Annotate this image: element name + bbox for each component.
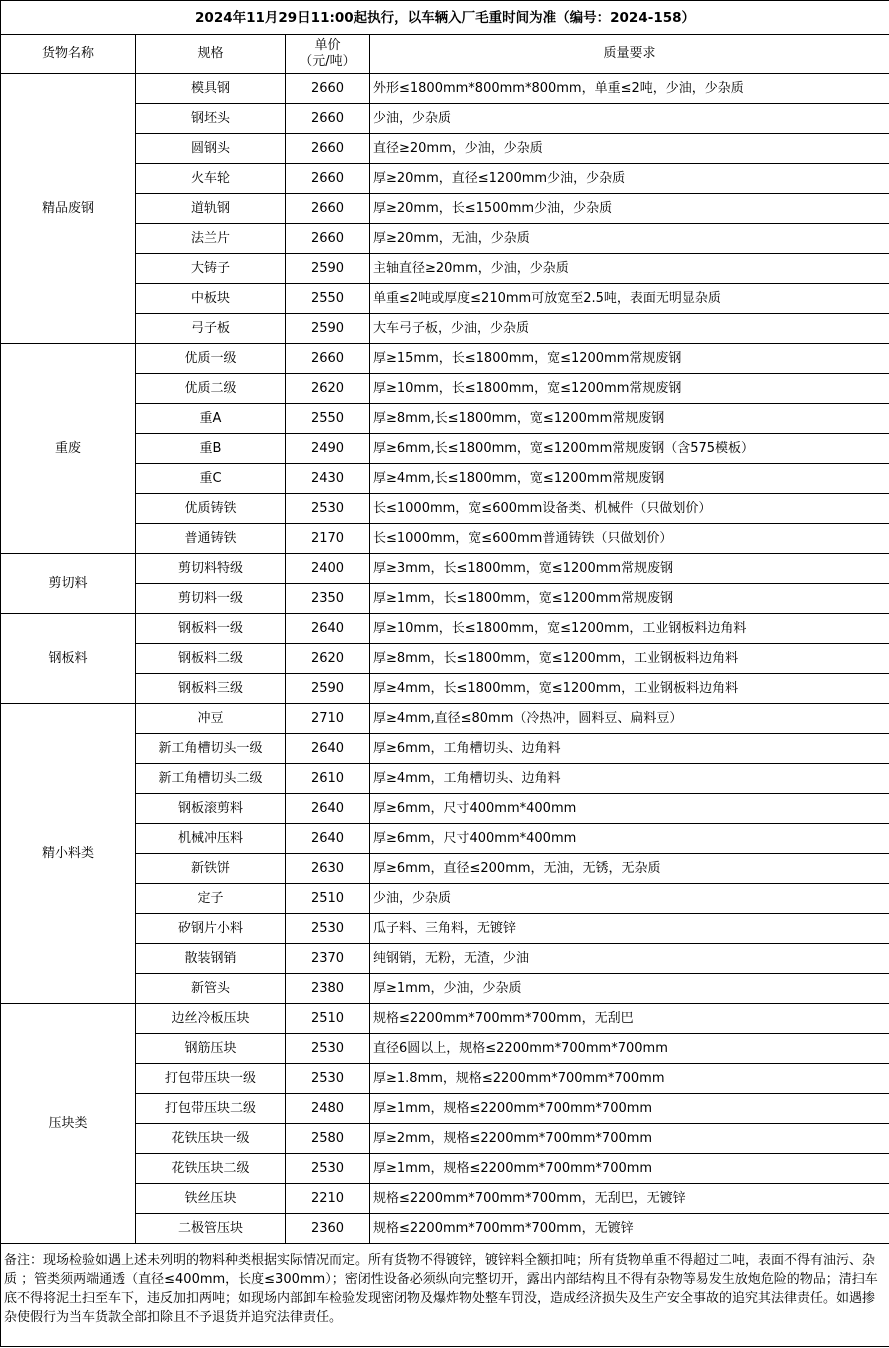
requirement-cell: 厚≥6mm，工角槽切头、边角料 <box>370 734 889 764</box>
requirement-cell: 规格≤2200mm*700mm*700mm，无刮巴 <box>370 1004 889 1034</box>
spec-cell: 花铁压块一级 <box>136 1124 286 1154</box>
price-cell: 2580 <box>286 1124 370 1154</box>
category-cell: 压块类 <box>1 1004 136 1244</box>
price-cell: 2710 <box>286 704 370 734</box>
requirement-cell: 长≤1000mm，宽≤600mm设备类、机械件（只做划价） <box>370 494 889 524</box>
price-cell: 2490 <box>286 434 370 464</box>
requirement-cell: 纯钢销，无粉，无渣，少油 <box>370 944 889 974</box>
category-cell: 精小料类 <box>1 704 136 1004</box>
price-cell: 2400 <box>286 554 370 584</box>
spec-cell: 花铁压块二级 <box>136 1154 286 1184</box>
spec-cell: 模具钢 <box>136 74 286 104</box>
price-cell: 2660 <box>286 194 370 224</box>
spec-cell: 打包带压块一级 <box>136 1064 286 1094</box>
price-cell: 2480 <box>286 1094 370 1124</box>
price-cell: 2590 <box>286 254 370 284</box>
price-cell: 2640 <box>286 614 370 644</box>
category-cell: 钢板料 <box>1 614 136 704</box>
price-cell: 2170 <box>286 524 370 554</box>
requirement-cell: 厚≥10mm，长≤1800mm，宽≤1200mm，工业钢板料边角料 <box>370 614 889 644</box>
requirement-cell: 厚≥8mm,长≤1800mm，宽≤1200mm常规废钢 <box>370 404 889 434</box>
requirement-cell: 厚≥20mm，直径≤1200mm少油，少杂质 <box>370 164 889 194</box>
spec-cell: 钢板滚剪料 <box>136 794 286 824</box>
price-cell: 2590 <box>286 314 370 344</box>
spec-cell: 钢板料二级 <box>136 644 286 674</box>
spec-cell: 新铁饼 <box>136 854 286 884</box>
spec-cell: 定子 <box>136 884 286 914</box>
header-name: 货物名称 <box>1 35 136 74</box>
header-price-line1: 单价 <box>314 38 341 53</box>
spec-cell: 机械冲压料 <box>136 824 286 854</box>
price-cell: 2510 <box>286 1004 370 1034</box>
spec-cell: 矽钢片小料 <box>136 914 286 944</box>
spec-cell: 钢坯头 <box>136 104 286 134</box>
spec-cell: 冲豆 <box>136 704 286 734</box>
spec-cell: 剪切料一级 <box>136 584 286 614</box>
spec-cell: 钢筋压块 <box>136 1034 286 1064</box>
requirement-cell: 规格≤2200mm*700mm*700mm，无刮巴，无镀锌 <box>370 1184 889 1214</box>
spec-cell: 普通铸铁 <box>136 524 286 554</box>
price-cell: 2550 <box>286 284 370 314</box>
requirement-cell: 厚≥4mm，长≤1800mm，宽≤1200mm，工业钢板料边角料 <box>370 674 889 704</box>
header-requirement: 质量要求 <box>370 35 889 74</box>
spec-cell: 新管头 <box>136 974 286 1004</box>
spec-cell: 大铸子 <box>136 254 286 284</box>
requirement-cell: 少油，少杂质 <box>370 884 889 914</box>
price-cell: 2550 <box>286 404 370 434</box>
price-cell: 2620 <box>286 644 370 674</box>
header-spec: 规格 <box>136 35 286 74</box>
table-row <box>1 704 889 734</box>
remarks-note: 备注：现场检验如遇上述未列明的物料种类根据实际情况而定。所有货物不得镀锌，镀锌料全额扣吨；所有货物单重不得超过二吨，表面不得有油污、杂质 ；管类须两端通透（直径≤400mm，长度≤300mm）；密闭性设备必须纵向完整切开，露出内部结构且不得有杂物等易发生放炮危险的物品；清扫车底不得将泥土扫至车下，违反加扣两吨；如现场内部卸车检验发现密闭物及爆炸物处整车罚没，造成经济损失及生产安全事故的追究其法律责任。如遇掺杂使假行为当车货款全部扣除且不予退货并追究法律责任。 <box>1 1244 889 1347</box>
price-cell: 2590 <box>286 674 370 704</box>
table-row <box>1 1004 889 1034</box>
requirement-cell: 直径≥20mm，少油，少杂质 <box>370 134 889 164</box>
requirement-cell: 少油，少杂质 <box>370 104 889 134</box>
spec-cell: 重C <box>136 464 286 494</box>
price-cell: 2350 <box>286 584 370 614</box>
title-row <box>1 1 889 35</box>
price-cell: 2640 <box>286 824 370 854</box>
requirement-cell: 厚≥1mm，少油，少杂质 <box>370 974 889 1004</box>
price-cell: 2660 <box>286 104 370 134</box>
requirement-cell: 厚≥20mm，无油，少杂质 <box>370 224 889 254</box>
price-cell: 2660 <box>286 164 370 194</box>
header-price <box>286 35 370 74</box>
price-cell: 2640 <box>286 794 370 824</box>
price-cell: 2370 <box>286 944 370 974</box>
spec-cell: 法兰片 <box>136 224 286 254</box>
spec-cell: 钢板料三级 <box>136 674 286 704</box>
requirement-cell: 厚≥2mm，规格≤2200mm*700mm*700mm <box>370 1124 889 1154</box>
spec-cell: 新工角槽切头二级 <box>136 764 286 794</box>
price-cell: 2620 <box>286 374 370 404</box>
requirement-cell: 厚≥1mm，规格≤2200mm*700mm*700mm <box>370 1094 889 1124</box>
spec-cell: 散装钢销 <box>136 944 286 974</box>
table-row <box>1 554 889 584</box>
requirement-cell: 厚≥1mm，规格≤2200mm*700mm*700mm <box>370 1154 889 1184</box>
price-cell: 2210 <box>286 1184 370 1214</box>
header-row <box>1 35 889 74</box>
requirement-cell: 厚≥10mm，长≤1800mm，宽≤1200mm常规废钢 <box>370 374 889 404</box>
category-cell: 重废 <box>1 344 136 554</box>
table-row <box>1 74 889 104</box>
requirement-cell: 厚≥4mm,直径≤80mm（冷热冲，圆料豆、扁料豆） <box>370 704 889 734</box>
spec-cell: 火车轮 <box>136 164 286 194</box>
requirement-cell: 厚≥4mm,长≤1800mm，宽≤1200mm常规废钢 <box>370 464 889 494</box>
spec-cell: 圆钢头 <box>136 134 286 164</box>
spec-cell: 弓子板 <box>136 314 286 344</box>
table-row <box>1 614 889 644</box>
spec-cell: 道轨钢 <box>136 194 286 224</box>
requirement-cell: 瓜子料、三角料，无镀锌 <box>370 914 889 944</box>
requirement-cell: 厚≥15mm，长≤1800mm，宽≤1200mm常规废钢 <box>370 344 889 374</box>
price-cell: 2640 <box>286 734 370 764</box>
spec-cell: 优质二级 <box>136 374 286 404</box>
requirement-cell: 厚≥6mm，直径≤200mm，无油，无锈，无杂质 <box>370 854 889 884</box>
spec-cell: 二极管压块 <box>136 1214 286 1244</box>
spec-cell: 剪切料特级 <box>136 554 286 584</box>
requirement-cell: 厚≥6mm，尺寸400mm*400mm <box>370 794 889 824</box>
requirement-cell: 外形≤1800mm*800mm*800mm，单重≤2吨，少油，少杂质 <box>370 74 889 104</box>
price-cell: 2530 <box>286 494 370 524</box>
requirement-cell: 厚≥20mm，长≤1500mm少油，少杂质 <box>370 194 889 224</box>
requirement-cell: 长≤1000mm，宽≤600mm普通铸铁（只做划价） <box>370 524 889 554</box>
requirement-cell: 厚≥6mm，尺寸400mm*400mm <box>370 824 889 854</box>
price-cell: 2630 <box>286 854 370 884</box>
spec-cell: 中板块 <box>136 284 286 314</box>
category-cell: 精品废钢 <box>1 74 136 344</box>
requirement-cell: 厚≥3mm，长≤1800mm，宽≤1200mm常规废钢 <box>370 554 889 584</box>
category-cell: 剪切料 <box>1 554 136 614</box>
requirement-cell: 厚≥1.8mm，规格≤2200mm*700mm*700mm <box>370 1064 889 1094</box>
requirement-cell: 主轴直径≥20mm，少油，少杂质 <box>370 254 889 284</box>
spec-cell: 重B <box>136 434 286 464</box>
price-cell: 2530 <box>286 914 370 944</box>
requirement-cell: 厚≥1mm，长≤1800mm，宽≤1200mm常规废钢 <box>370 584 889 614</box>
header-price-line2: （元/吨） <box>299 54 356 69</box>
table-row <box>1 344 889 374</box>
requirement-cell: 直径6圆以上，规格≤2200mm*700mm*700mm <box>370 1034 889 1064</box>
requirement-cell: 规格≤2200mm*700mm*700mm，无镀锌 <box>370 1214 889 1244</box>
price-cell: 2380 <box>286 974 370 1004</box>
price-cell: 2530 <box>286 1034 370 1064</box>
spec-cell: 边丝冷板压块 <box>136 1004 286 1034</box>
requirement-cell: 单重≤2吨或厚度≤210mm可放宽至2.5吨，表面无明显杂质 <box>370 284 889 314</box>
price-cell: 2530 <box>286 1064 370 1094</box>
price-cell: 2610 <box>286 764 370 794</box>
price-cell: 2660 <box>286 74 370 104</box>
price-cell: 2660 <box>286 344 370 374</box>
note-row <box>1 1244 889 1347</box>
spec-cell: 打包带压块二级 <box>136 1094 286 1124</box>
spec-cell: 优质铸铁 <box>136 494 286 524</box>
requirement-cell: 厚≥4mm，工角槽切头、边角料 <box>370 764 889 794</box>
price-cell: 2530 <box>286 1154 370 1184</box>
price-table-body <box>1 1 889 1347</box>
price-cell: 2660 <box>286 134 370 164</box>
page-title: 2024年11月29日11:00起执行，以车辆入厂毛重时间为准（编号：2024-158） <box>1 1 889 35</box>
spec-cell: 新工角槽切头一级 <box>136 734 286 764</box>
spec-cell: 重A <box>136 404 286 434</box>
price-cell: 2430 <box>286 464 370 494</box>
price-cell: 2360 <box>286 1214 370 1244</box>
spec-cell: 优质一级 <box>136 344 286 374</box>
requirement-cell: 厚≥6mm,长≤1800mm，宽≤1200mm常规废钢（含575模板） <box>370 434 889 464</box>
requirement-cell: 大车弓子板，少油，少杂质 <box>370 314 889 344</box>
spec-cell: 钢板料一级 <box>136 614 286 644</box>
spec-cell: 铁丝压块 <box>136 1184 286 1214</box>
price-cell: 2660 <box>286 224 370 254</box>
price-cell: 2510 <box>286 884 370 914</box>
requirement-cell: 厚≥8mm，长≤1800mm，宽≤1200mm，工业钢板料边角料 <box>370 644 889 674</box>
